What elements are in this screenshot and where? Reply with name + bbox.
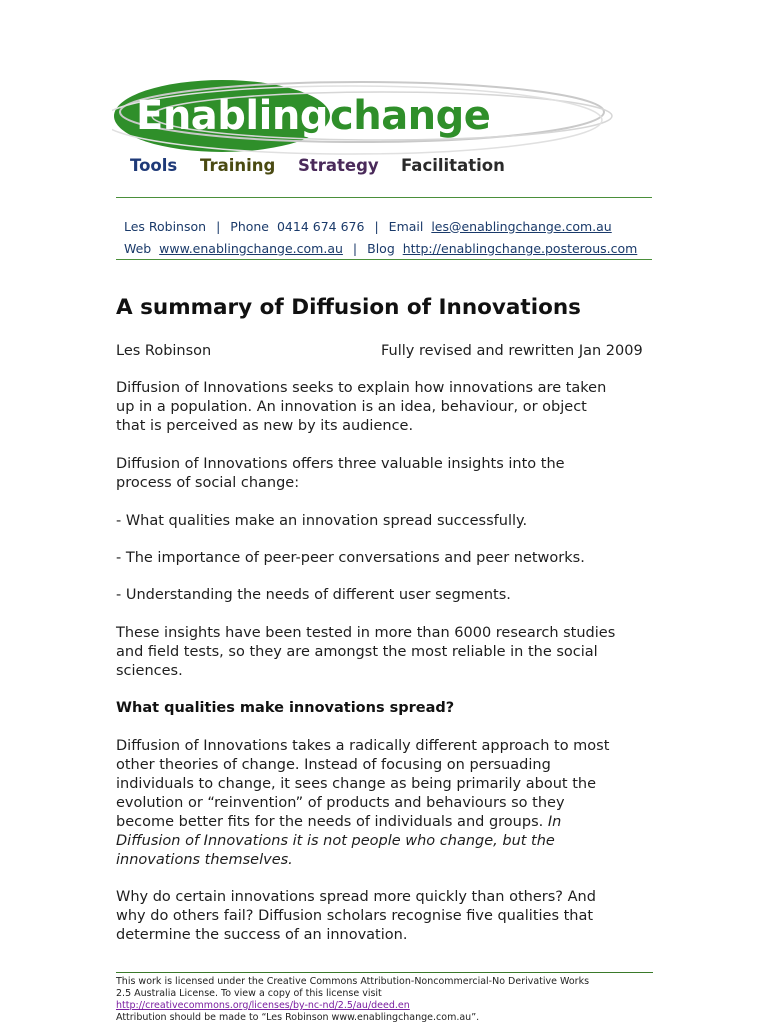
footer-rule <box>116 972 653 973</box>
separator: | <box>352 240 358 256</box>
text-line: individuals to change, it sees change as being primarily about the <box>116 776 596 792</box>
contact-line-2 <box>116 230 637 255</box>
list-item: - Understanding the needs of different user segments. <box>116 587 511 603</box>
license-line-1: This work is licensed under the Creative Commons Attribution-Noncommercial-No Derivative Works <box>116 976 590 987</box>
blog-link[interactable]: http://enablingchange.posterous.com <box>402 240 638 256</box>
text-line: that is perceived as new by its audience. <box>116 418 414 434</box>
tagline-facilitation: Facilitation <box>401 156 505 175</box>
header-rule-top <box>116 197 652 198</box>
phone-label: Phone <box>230 218 270 234</box>
text-line: determine the success of an innovation. <box>116 927 408 943</box>
text-line: Diffusion of Innovations takes a radically different approach to most <box>116 738 610 754</box>
web-label: Web <box>123 240 152 256</box>
author: Les Robinson <box>116 343 212 359</box>
header-rule-bottom <box>116 259 652 260</box>
logo-word-change: change <box>330 93 491 139</box>
separator: | <box>216 218 221 234</box>
text-line <box>116 813 676 832</box>
section-heading: What qualities make innovations spread? <box>116 700 455 716</box>
enabling-change-logo <box>112 72 632 164</box>
text-line: up in a population. An innovation is an idea, behaviour, or object <box>116 399 587 415</box>
web-link[interactable]: www.enablingchange.com.au <box>159 240 343 256</box>
tagline-training: Training <box>200 156 276 175</box>
revision-note: Fully revised and rewritten Jan 2009 <box>381 343 643 359</box>
separator: | <box>374 218 379 234</box>
license-link-line <box>116 1000 410 1012</box>
text-line: Diffusion of Innovations seeks to explain how innovations are taken <box>116 380 607 396</box>
blog-label: Blog <box>367 240 395 256</box>
text-line: why do others fail? Diffusion scholars recognise five qualities that <box>116 908 594 924</box>
license-link[interactable]: http://creativecommons.org/licenses/by-nc-nd/2.5/au/deed.en <box>116 1000 410 1011</box>
text-line: sciences. <box>116 663 183 679</box>
text-line: evolution or “reinvention” of products and behaviours so they <box>116 795 565 811</box>
email-label: Email <box>388 218 424 234</box>
document-title: A summary of Diffusion of Innovations <box>116 295 581 320</box>
italic-span: In <box>547 814 562 830</box>
text-line: Why do certain innovations spread more quickly than others? And <box>116 889 596 905</box>
list-item: - What qualities make an innovation spread successfully. <box>116 513 528 529</box>
text-line: These insights have been tested in more than 6000 research studies <box>116 625 616 641</box>
italic-line: innovations themselves. <box>116 852 293 868</box>
text-line: other theories of change. Instead of focusing on persuading <box>116 757 551 773</box>
text-line: and field tests, so they are amongst the most reliable in the social <box>116 644 598 660</box>
attribution-line: Attribution should be made to “Les Robinson www.enablingchange.com.au”. <box>116 1012 480 1023</box>
tagline-tools: Tools <box>130 156 178 175</box>
list-item: - The importance of peer-peer conversations and peer networks. <box>116 550 585 566</box>
tagline-strategy: Strategy <box>298 156 379 175</box>
license-line-2: 2.5 Australia License. To view a copy of this license visit <box>116 988 382 999</box>
email-link[interactable]: les@enablingchange.com.au <box>431 218 612 234</box>
italic-line: Diffusion of Innovations it is not people who change, but the <box>116 833 555 849</box>
logo-word-enabling: Enabling <box>136 93 328 139</box>
contact-name: Les Robinson <box>123 218 207 234</box>
text-span: become better fits for the needs of individuals and groups. <box>116 814 548 830</box>
text-line: process of social change: <box>116 475 300 491</box>
phone-number: 0414 674 676 <box>276 218 365 234</box>
text-line: Diffusion of Innovations offers three valuable insights into the <box>116 456 565 472</box>
